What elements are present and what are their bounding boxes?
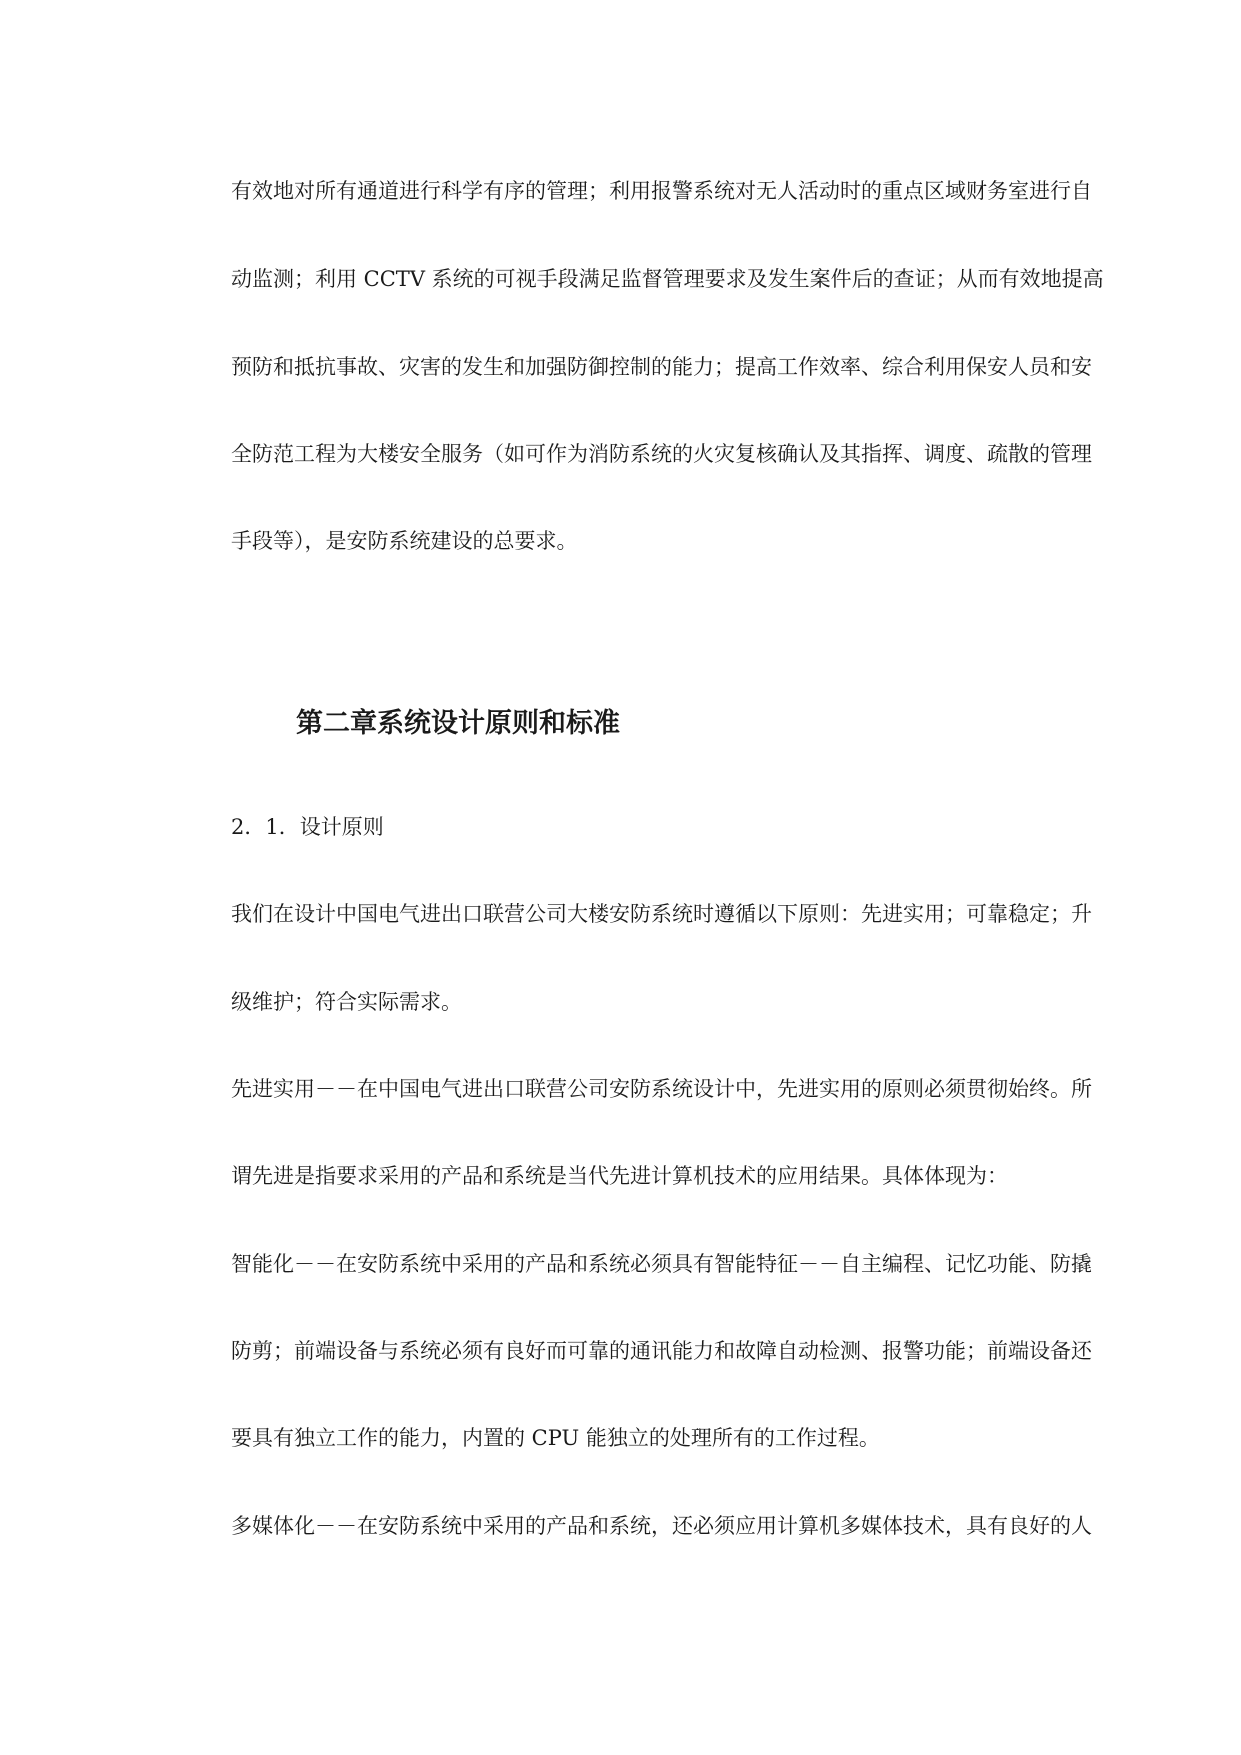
- chapter-title: 第二章系统设计原则和标准: [296, 708, 620, 739]
- paragraph-line: 先进实用－－在中国电气进出口联营公司安防系统设计中，先进实用的原则必须贯彻始终。所: [231, 1077, 1092, 1101]
- paragraph-line: 动监测；利用 CCTV 系统的可视手段满足监督管理要求及发生案件后的查证；从而有效地提高: [231, 267, 1104, 291]
- paragraph-line: 有效地对所有通道进行科学有序的管理；利用报警系统对无人活动时的重点区域财务室进行自: [231, 179, 1092, 203]
- paragraph-line: 多媒体化－－在安防系统中采用的产品和系统，还必须应用计算机多媒体技术，具有良好的人: [231, 1514, 1092, 1538]
- paragraph-line: 全防范工程为大楼安全服务（如可作为消防系统的火灾复核确认及其指挥、调度、疏散的管理: [231, 442, 1092, 466]
- paragraph-line: 要具有独立工作的能力，内置的 CPU 能独立的处理所有的工作过程。: [231, 1426, 880, 1450]
- paragraph-line: 谓先进是指要求采用的产品和系统是当代先进计算机技术的应用结果。具体体现为：: [231, 1164, 1008, 1188]
- paragraph-line: 级维护；符合实际需求。: [231, 990, 462, 1014]
- paragraph-line: 我们在设计中国电气进出口联营公司大楼安防系统时遵循以下原则：先进实用；可靠稳定；升: [231, 902, 1092, 926]
- section-title: 2．1．设计原则: [231, 815, 384, 839]
- paragraph-line: 防剪；前端设备与系统必须有良好而可靠的通讯能力和故障自动检测、报警功能；前端设备还: [231, 1339, 1092, 1363]
- paragraph-line: 预防和抵抗事故、灾害的发生和加强防御控制的能力；提高工作效率、综合利用保安人员和安: [231, 355, 1092, 379]
- paragraph-line: 智能化－－在安防系统中采用的产品和系统必须具有智能特征－－自主编程、记忆功能、防撬: [231, 1252, 1092, 1276]
- paragraph-line: 手段等），是安防系统建设的总要求。: [231, 529, 578, 553]
